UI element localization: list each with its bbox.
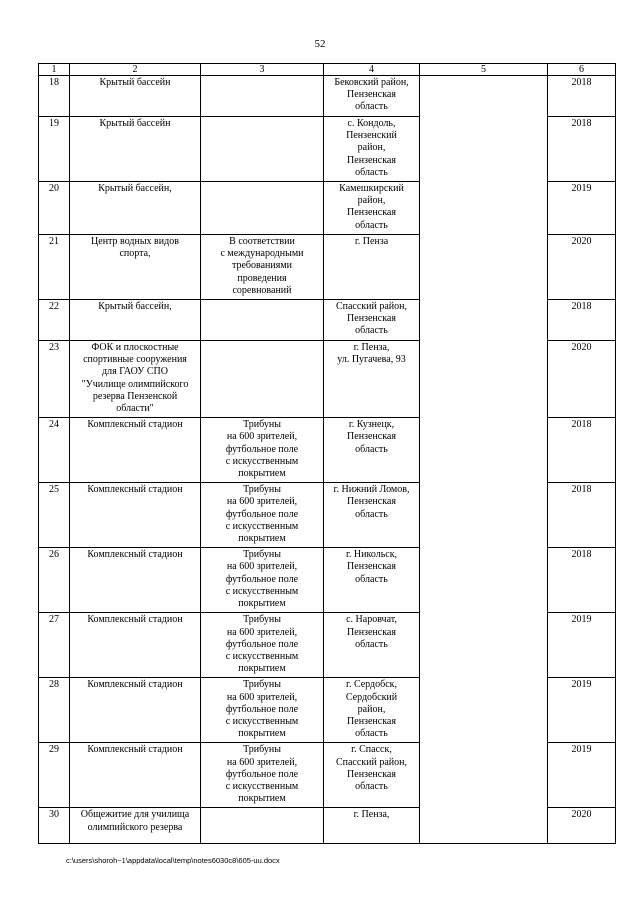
year-cell: 2020: [548, 235, 616, 300]
column-header: 3: [201, 64, 324, 76]
table-row: [39, 743, 616, 808]
specification-line: с искусственным: [225, 650, 299, 662]
table-row: [39, 235, 616, 300]
location-line: район,: [357, 142, 386, 154]
object-name-cell: [70, 76, 201, 117]
specification-line: В соответствии: [229, 236, 295, 248]
location-line: Сердобский: [345, 691, 398, 703]
specification-line: покрытием: [238, 663, 286, 675]
location-cell: [324, 182, 420, 235]
location-cell: [324, 743, 420, 808]
location-line: Пензенская: [347, 154, 396, 166]
location-line: область: [355, 166, 388, 178]
object-name-line: Комплексный стадион: [87, 614, 183, 626]
row-number-cell: 18: [39, 76, 70, 117]
location-cell: [324, 117, 420, 182]
object-name-line: олимпийского резерва: [87, 821, 183, 833]
row-number-cell: 29: [39, 743, 70, 808]
specification-cell: [201, 182, 324, 235]
location-line: район,: [357, 703, 386, 715]
location-line: г. Пенза: [354, 236, 389, 248]
row-number-cell: 27: [39, 613, 70, 678]
specification-cell: [201, 613, 324, 678]
table-row: [39, 182, 616, 235]
object-name-cell: [70, 418, 201, 483]
column-header: 4: [324, 64, 420, 76]
table-row: [39, 678, 616, 743]
row-number-cell: 20: [39, 182, 70, 235]
location-line: г. Никольск,: [345, 549, 398, 561]
location-line: область: [355, 638, 388, 650]
location-line: область: [355, 780, 388, 792]
specification-line: на 600 зрителей,: [226, 626, 298, 638]
column5-cell: [420, 808, 548, 844]
location-line: г. Пенза,: [353, 342, 390, 354]
specification-line: на 600 зрителей,: [226, 496, 298, 508]
table-row: [39, 117, 616, 182]
file-path-footer: c:\users\shoroh~1\appdata\local\temp\notes6030c8\605-uu.docx: [66, 856, 280, 865]
specification-line: покрытием: [238, 793, 286, 805]
column5-cell: [420, 341, 548, 418]
table-row: [39, 418, 616, 483]
object-name-line: Комплексный стадион: [87, 419, 183, 431]
object-name-line: ФОК и плоскостные: [91, 342, 179, 354]
specification-cell: [201, 483, 324, 548]
column5-cell: [420, 678, 548, 743]
location-line: Бековский район,: [334, 77, 409, 88]
row-number-cell: 21: [39, 235, 70, 300]
year-cell: 2018: [548, 548, 616, 613]
location-line: Пензенская: [347, 768, 396, 780]
table-row: [39, 548, 616, 613]
object-name-cell: [70, 300, 201, 341]
location-cell: [324, 76, 420, 117]
specification-line: Трибуны: [243, 614, 281, 626]
location-cell: [324, 235, 420, 300]
page-number: 52: [314, 38, 326, 50]
column5-cell: [420, 76, 548, 117]
specification-cell: [201, 341, 324, 418]
year-cell: 2019: [548, 743, 616, 808]
year-cell: 2019: [548, 678, 616, 743]
location-line: Камешкирский: [339, 183, 404, 195]
object-name-line: Крытый бассейн,: [98, 301, 172, 313]
location-line: с. Кондоль,: [347, 118, 396, 129]
object-name-line: Крытый бассейн,: [98, 183, 172, 195]
row-number-cell: 23: [39, 341, 70, 418]
object-name-cell: [70, 235, 201, 300]
year-cell: 2018: [548, 76, 616, 117]
specification-cell: [201, 678, 324, 743]
specification-cell: [201, 743, 324, 808]
column5-cell: [420, 300, 548, 341]
location-line: ул. Пугачева, 93: [337, 354, 406, 366]
object-name-line: Комплексный стадион: [87, 679, 183, 691]
specification-line: футбольное поле: [225, 573, 299, 585]
object-name-line: Комплексный стадион: [87, 744, 183, 756]
column-header: 1: [39, 64, 70, 76]
location-cell: [324, 483, 420, 548]
year-cell: 2019: [548, 182, 616, 235]
specification-cell: [201, 418, 324, 483]
specification-line: футбольное поле: [225, 638, 299, 650]
object-name-cell: [70, 678, 201, 743]
location-line: Пензенская: [347, 207, 396, 219]
specification-line: с искусственным: [225, 715, 299, 727]
object-name-cell: [70, 182, 201, 235]
location-cell: [324, 613, 420, 678]
table-row: [39, 808, 616, 844]
object-name-cell: [70, 548, 201, 613]
specification-line: Трибуны: [243, 549, 281, 561]
table-body: [39, 76, 616, 844]
specification-line: покрытием: [238, 598, 286, 610]
specification-line: покрытием: [238, 728, 286, 740]
column5-cell: [420, 548, 548, 613]
specification-line: Трибуны: [243, 744, 281, 756]
object-name-cell: [70, 743, 201, 808]
year-cell: 2020: [548, 341, 616, 418]
row-number-cell: 19: [39, 117, 70, 182]
specification-line: Трибуны: [243, 484, 281, 496]
location-line: область: [355, 443, 388, 455]
table-row: [39, 341, 616, 418]
location-line: г. Пенза,: [353, 809, 390, 821]
object-name-line: "Училище олимпийского: [81, 378, 189, 390]
specification-line: на 600 зрителей,: [226, 561, 298, 573]
object-name-line: Общежитие для училища: [80, 809, 190, 821]
column-header: 5: [420, 64, 548, 76]
specification-line: с искусственным: [225, 585, 299, 597]
column5-cell: [420, 235, 548, 300]
row-number-cell: 30: [39, 808, 70, 844]
specification-line: футбольное поле: [225, 508, 299, 520]
location-line: район,: [357, 195, 386, 207]
object-name-line: спорта,: [119, 248, 151, 260]
specification-line: с искусственным: [225, 455, 299, 467]
specification-line: на 600 зрителей,: [226, 431, 298, 443]
specification-line: с искусственным: [225, 780, 299, 792]
specification-line: требованиями: [231, 260, 293, 272]
object-name-line: Комплексный стадион: [87, 549, 183, 561]
column-header: 2: [70, 64, 201, 76]
location-cell: [324, 418, 420, 483]
object-name-line: спортивные сооружения: [83, 354, 187, 366]
location-line: Спасский район,: [335, 301, 408, 313]
table-row: [39, 76, 616, 117]
specification-line: Трибуны: [243, 419, 281, 431]
specification-line: с искусственным: [225, 520, 299, 532]
location-line: область: [355, 101, 388, 113]
specification-line: футбольное поле: [225, 768, 299, 780]
object-name-line: резерва Пензенской: [92, 390, 178, 402]
year-cell: 2020: [548, 808, 616, 844]
column5-cell: [420, 418, 548, 483]
year-cell: 2018: [548, 117, 616, 182]
specification-cell: [201, 300, 324, 341]
table-row: [39, 300, 616, 341]
location-cell: [324, 300, 420, 341]
location-line: г. Сердобск,: [345, 679, 398, 691]
column5-cell: [420, 743, 548, 808]
year-cell: 2018: [548, 483, 616, 548]
specification-line: покрытием: [238, 533, 286, 545]
row-number-cell: 25: [39, 483, 70, 548]
table-row: [39, 613, 616, 678]
specification-line: футбольное поле: [225, 703, 299, 715]
location-cell: [324, 808, 420, 844]
specification-line: соревнований: [232, 284, 292, 296]
objects-table: [38, 63, 616, 844]
specification-cell: [201, 117, 324, 182]
location-line: область: [355, 728, 388, 740]
location-line: Пензенская: [347, 89, 396, 101]
column5-cell: [420, 613, 548, 678]
specification-cell: [201, 235, 324, 300]
location-line: Спасский район,: [335, 756, 408, 768]
location-line: область: [355, 573, 388, 585]
location-line: Пензенская: [347, 715, 396, 727]
location-cell: [324, 341, 420, 418]
row-number-cell: 28: [39, 678, 70, 743]
location-line: область: [355, 325, 388, 337]
location-line: Пензенская: [347, 313, 396, 325]
location-line: с. Наровчат,: [346, 614, 397, 626]
object-name-line: области": [116, 403, 154, 415]
column5-cell: [420, 483, 548, 548]
specification-line: проведения: [237, 272, 287, 284]
location-line: г. Спасск,: [351, 744, 392, 756]
location-line: Пензенский: [346, 130, 397, 142]
specification-line: с международными: [220, 248, 304, 260]
object-name-cell: [70, 808, 201, 844]
specification-line: покрытием: [238, 468, 286, 480]
location-line: область: [355, 508, 388, 520]
table-row: [39, 483, 616, 548]
object-name-line: Центр водных видов: [91, 236, 179, 248]
specification-cell: [201, 808, 324, 844]
location-line: область: [355, 219, 388, 231]
specification-line: футбольное поле: [225, 443, 299, 455]
object-name-cell: [70, 613, 201, 678]
table-header-row: [39, 64, 616, 76]
specification-cell: [201, 76, 324, 117]
location-line: Пензенская: [347, 626, 396, 638]
row-number-cell: 22: [39, 300, 70, 341]
specification-line: на 600 зрителей,: [226, 691, 298, 703]
object-name-line: Комплексный стадион: [87, 484, 183, 496]
specification-line: Трибуны: [243, 679, 281, 691]
object-name-cell: [70, 483, 201, 548]
column5-cell: [420, 182, 548, 235]
location-cell: [324, 678, 420, 743]
object-name-line: Крытый бассейн: [99, 118, 171, 129]
column-header: 6: [548, 64, 616, 76]
object-name-line: для ГАОУ СПО: [102, 366, 168, 378]
object-name-cell: [70, 341, 201, 418]
location-line: Пензенская: [347, 561, 396, 573]
location-line: г. Кузнецк,: [348, 419, 395, 431]
column5-cell: [420, 117, 548, 182]
year-cell: 2019: [548, 613, 616, 678]
object-name-line: Крытый бассейн: [99, 77, 171, 88]
year-cell: 2018: [548, 300, 616, 341]
location-line: г. Нижний Ломов,: [333, 484, 410, 496]
location-line: Пензенская: [347, 496, 396, 508]
year-cell: 2018: [548, 418, 616, 483]
object-name-cell: [70, 117, 201, 182]
location-line: Пензенская: [347, 431, 396, 443]
specification-cell: [201, 548, 324, 613]
row-number-cell: 26: [39, 548, 70, 613]
row-number-cell: 24: [39, 418, 70, 483]
specification-line: на 600 зрителей,: [226, 756, 298, 768]
location-cell: [324, 548, 420, 613]
